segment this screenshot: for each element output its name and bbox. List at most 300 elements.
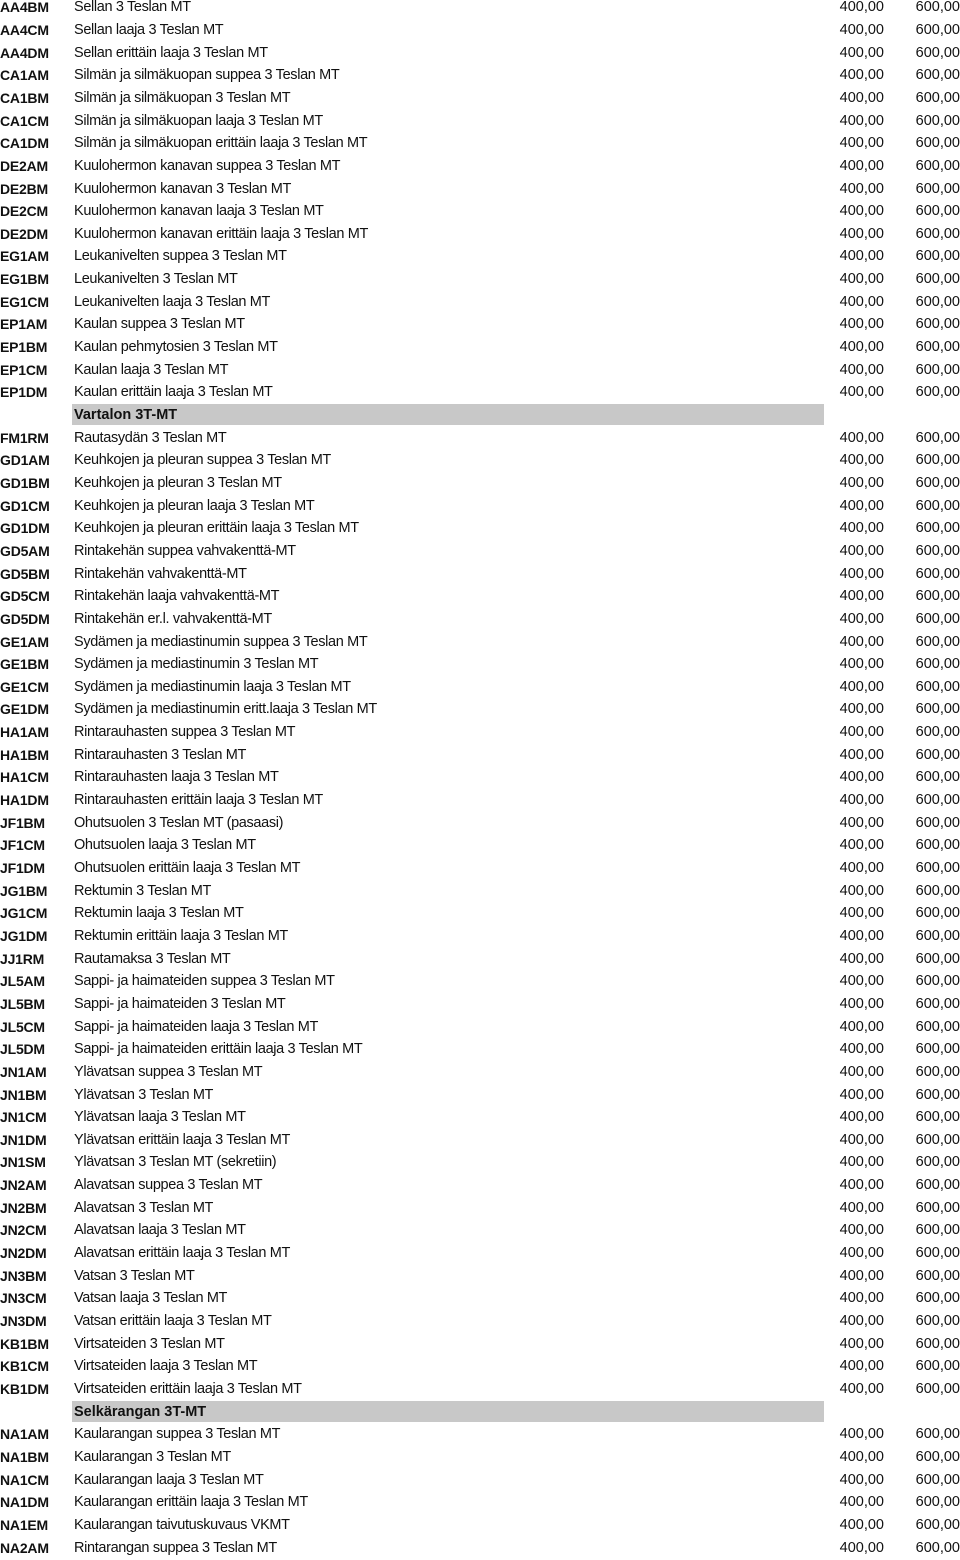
price-1: 400,00 <box>839 927 884 944</box>
price-row <box>0 563 960 586</box>
price-1: 400,00 <box>839 1245 884 1262</box>
price-row <box>0 178 960 201</box>
procedure-description: Keuhkojen ja pleuran 3 Teslan MT <box>74 474 282 491</box>
price-row <box>0 132 960 155</box>
procedure-description: Vatsan 3 Teslan MT <box>74 1267 195 1284</box>
price-row <box>0 336 960 359</box>
procedure-code: GE1BM <box>0 656 49 673</box>
price-1: 400,00 <box>839 724 884 741</box>
price-row <box>0 585 960 608</box>
price-row <box>0 1491 960 1514</box>
price-2: 600,00 <box>915 1516 960 1533</box>
price-1: 400,00 <box>839 157 884 174</box>
price-2: 600,00 <box>915 361 960 378</box>
procedure-description: Sappi- ja haimateiden 3 Teslan MT <box>74 995 286 1012</box>
procedure-description: Kuulohermon kanavan suppea 3 Teslan MT <box>74 157 341 174</box>
price-row <box>0 1038 960 1061</box>
price-row <box>0 268 960 291</box>
section-header-row <box>0 1401 960 1424</box>
procedure-code: GD5AM <box>0 542 50 559</box>
price-2: 600,00 <box>915 1539 960 1556</box>
procedure-description: Ylävatsan laaja 3 Teslan MT <box>74 1109 246 1126</box>
price-1: 400,00 <box>839 1041 884 1058</box>
price-2: 600,00 <box>915 157 960 174</box>
procedure-description: Kaulan erittäin laaja 3 Teslan MT <box>74 384 273 401</box>
procedure-description: Alavatsan 3 Teslan MT <box>74 1199 214 1216</box>
price-row <box>0 653 960 676</box>
procedure-code: JL5BM <box>0 995 45 1012</box>
procedure-code: DE2CM <box>0 203 49 220</box>
procedure-code: JG1DM <box>0 927 48 944</box>
procedure-code: EG1CM <box>0 293 49 310</box>
procedure-code: JN3CM <box>0 1290 47 1307</box>
procedure-code: GD5BM <box>0 565 50 582</box>
procedure-code: JN2AM <box>0 1177 47 1194</box>
price-row <box>0 1423 960 1446</box>
price-row <box>0 1242 960 1265</box>
procedure-code: EP1DM <box>0 384 48 401</box>
procedure-code: JN3DM <box>0 1313 47 1329</box>
price-row <box>0 1310 960 1333</box>
procedure-description: Ylävatsan suppea 3 Teslan MT <box>74 1063 263 1080</box>
price-2: 600,00 <box>915 633 960 650</box>
price-row <box>0 1061 960 1084</box>
price-2: 600,00 <box>915 293 960 310</box>
price-row <box>0 698 960 721</box>
procedure-code: JN1SM <box>0 1154 46 1171</box>
price-2: 600,00 <box>915 225 960 242</box>
procedure-code: CA1CM <box>0 112 49 129</box>
procedure-description: Leukanivelten 3 Teslan MT <box>74 271 238 288</box>
price-1: 400,00 <box>839 1109 884 1126</box>
procedure-code: JN1AM <box>0 1063 47 1080</box>
procedure-code: JJ1RM <box>0 950 45 967</box>
procedure-description: Sydämen ja mediastinumin suppea 3 Teslan MT <box>74 633 368 650</box>
price-1: 400,00 <box>839 21 884 38</box>
price-1: 400,00 <box>839 135 884 152</box>
procedure-description: Rintakehän suppea vahvakenttä-MT <box>74 542 296 559</box>
price-1: 400,00 <box>839 203 884 220</box>
price-row <box>0 1378 960 1401</box>
price-2: 600,00 <box>915 882 960 899</box>
price-1: 400,00 <box>839 271 884 288</box>
price-2: 600,00 <box>915 21 960 38</box>
price-1: 400,00 <box>839 1063 884 1080</box>
price-2: 600,00 <box>915 497 960 514</box>
price-2: 600,00 <box>915 384 960 401</box>
procedure-description: Ylävatsan 3 Teslan MT <box>74 1086 214 1103</box>
price-1: 400,00 <box>839 497 884 514</box>
price-row <box>0 359 960 382</box>
price-1: 400,00 <box>839 746 884 763</box>
price-2: 600,00 <box>915 1063 960 1080</box>
price-row <box>0 766 960 789</box>
price-2: 600,00 <box>915 135 960 152</box>
procedure-code: HA1DM <box>0 792 49 809</box>
procedure-description: Rintakehän laaja vahvakenttä-MT <box>74 588 280 605</box>
price-2: 600,00 <box>915 474 960 491</box>
price-1: 400,00 <box>839 678 884 695</box>
price-row <box>0 1219 960 1242</box>
price-row <box>0 223 960 246</box>
price-2: 600,00 <box>915 1109 960 1126</box>
section-header-label: Vartalon 3T-MT <box>74 407 178 423</box>
price-2: 600,00 <box>915 1086 960 1103</box>
procedure-description: Kaularangan suppea 3 Teslan MT <box>74 1426 281 1443</box>
procedure-code: CA1BM <box>0 89 49 106</box>
price-1: 400,00 <box>839 89 884 106</box>
price-2: 600,00 <box>915 610 960 627</box>
price-2: 600,00 <box>915 89 960 106</box>
price-2: 600,00 <box>915 701 960 718</box>
price-1: 400,00 <box>839 180 884 197</box>
price-row <box>0 970 960 993</box>
price-2: 600,00 <box>915 520 960 537</box>
price-1: 400,00 <box>839 1199 884 1216</box>
price-row <box>0 42 960 65</box>
procedure-description: Sellan 3 Teslan MT <box>74 0 191 16</box>
procedure-description: Ylävatsan erittäin laaja 3 Teslan MT <box>74 1131 291 1148</box>
procedure-code: AA4BM <box>0 0 49 16</box>
price-1: 400,00 <box>839 1131 884 1148</box>
price-1: 400,00 <box>839 429 884 446</box>
price-2: 600,00 <box>915 1494 960 1511</box>
price-2: 600,00 <box>915 1380 960 1397</box>
price-1: 400,00 <box>839 633 884 650</box>
price-row <box>0 676 960 699</box>
procedure-code: GD1BM <box>0 474 50 491</box>
price-row <box>0 517 960 540</box>
price-1: 400,00 <box>839 792 884 809</box>
procedure-description: Rintarauhasten 3 Teslan MT <box>74 746 246 763</box>
procedure-description: Leukanivelten laaja 3 Teslan MT <box>74 293 271 310</box>
price-2: 600,00 <box>915 746 960 763</box>
procedure-code: GD1AM <box>0 452 50 469</box>
price-2: 600,00 <box>915 429 960 446</box>
procedure-code: DE2DM <box>0 225 49 242</box>
procedure-code: KB1BM <box>0 1335 49 1352</box>
procedure-code: EP1CM <box>0 361 48 378</box>
procedure-description: Sydämen ja mediastinumin eritt.laaja 3 Teslan MT <box>74 701 377 718</box>
price-2: 600,00 <box>915 542 960 559</box>
price-row <box>0 1197 960 1220</box>
price-1: 400,00 <box>839 565 884 582</box>
price-row <box>0 381 960 404</box>
price-1: 400,00 <box>839 474 884 491</box>
price-row <box>0 472 960 495</box>
procedure-description: Silmän ja silmäkuopan erittäin laaja 3 Teslan MT <box>74 135 368 152</box>
procedure-code: DE2AM <box>0 157 49 174</box>
price-1: 400,00 <box>839 814 884 831</box>
price-row <box>0 948 960 971</box>
price-2: 600,00 <box>915 1018 960 1035</box>
price-2: 600,00 <box>915 1335 960 1352</box>
procedure-description: Ylävatsan 3 Teslan MT (sekretiin) <box>74 1154 277 1171</box>
price-row <box>0 540 960 563</box>
price-2: 600,00 <box>915 814 960 831</box>
procedure-code: GE1AM <box>0 633 49 650</box>
procedure-description: Sellan laaja 3 Teslan MT <box>74 21 224 38</box>
section-header-bar <box>72 404 824 425</box>
price-1: 400,00 <box>839 1448 884 1465</box>
price-2: 600,00 <box>915 180 960 197</box>
procedure-description: Kaularangan taivutuskuvaus VKMT <box>74 1516 290 1533</box>
price-row <box>0 1016 960 1039</box>
price-2: 600,00 <box>915 271 960 288</box>
price-row <box>0 110 960 133</box>
procedure-description: Sellan erittäin laaja 3 Teslan MT <box>74 44 268 61</box>
procedure-code: JL5AM <box>0 973 45 990</box>
procedure-code: CA1AM <box>0 67 49 84</box>
procedure-code: GE1DM <box>0 701 49 718</box>
price-2: 600,00 <box>915 1448 960 1465</box>
price-1: 400,00 <box>839 973 884 990</box>
procedure-description: Kaulan suppea 3 Teslan MT <box>74 316 245 333</box>
price-1: 400,00 <box>839 248 884 265</box>
price-row <box>0 1333 960 1356</box>
price-2: 600,00 <box>915 452 960 469</box>
price-2: 600,00 <box>915 1199 960 1216</box>
procedure-description: Rintarangan suppea 3 Teslan MT <box>74 1539 277 1556</box>
procedure-description: Ohutsuolen laaja 3 Teslan MT <box>74 837 256 854</box>
price-row <box>0 1355 960 1378</box>
price-1: 400,00 <box>839 384 884 401</box>
procedure-description: Sappi- ja haimateiden erittäin laaja 3 Teslan MT <box>74 1041 363 1058</box>
procedure-code: NA1AM <box>0 1426 49 1443</box>
procedure-code: JL5DM <box>0 1041 45 1058</box>
price-row <box>0 993 960 1016</box>
price-2: 600,00 <box>915 905 960 922</box>
price-row <box>0 1106 960 1129</box>
price-2: 600,00 <box>915 1222 960 1239</box>
price-2: 600,00 <box>915 44 960 61</box>
price-row <box>0 1537 960 1560</box>
price-1: 400,00 <box>839 112 884 129</box>
price-row <box>0 608 960 631</box>
procedure-code: GE1CM <box>0 678 49 695</box>
procedure-description: Rintarauhasten laaja 3 Teslan MT <box>74 769 279 786</box>
procedure-code: NA1DM <box>0 1494 49 1511</box>
price-1: 400,00 <box>839 316 884 333</box>
procedure-description: Ohutsuolen 3 Teslan MT (pasaasi) <box>74 814 284 831</box>
price-1: 400,00 <box>839 950 884 967</box>
price-2: 600,00 <box>915 112 960 129</box>
procedure-description: Kaularangan laaja 3 Teslan MT <box>74 1471 264 1488</box>
price-1: 400,00 <box>839 542 884 559</box>
price-2: 600,00 <box>915 588 960 605</box>
price-2: 600,00 <box>915 1267 960 1284</box>
price-2: 600,00 <box>915 0 960 16</box>
price-1: 400,00 <box>839 1516 884 1533</box>
price-1: 400,00 <box>839 1222 884 1239</box>
price-1: 400,00 <box>839 1086 884 1103</box>
price-row <box>0 789 960 812</box>
procedure-code: NA2AM <box>0 1539 49 1556</box>
procedure-code: JF1DM <box>0 860 45 876</box>
price-2: 600,00 <box>915 678 960 695</box>
price-row <box>0 1469 960 1492</box>
price-row <box>0 0 960 19</box>
procedure-code: EG1AM <box>0 248 49 265</box>
price-row <box>0 495 960 518</box>
price-2: 600,00 <box>915 248 960 265</box>
procedure-description: Rektumin 3 Teslan MT <box>74 882 211 899</box>
procedure-code: JN3BM <box>0 1267 47 1284</box>
price-2: 600,00 <box>915 950 960 967</box>
procedure-description: Keuhkojen ja pleuran suppea 3 Teslan MT <box>74 452 331 469</box>
procedure-description: Silmän ja silmäkuopan laaja 3 Teslan MT <box>74 112 323 129</box>
price-row <box>0 87 960 110</box>
price-1: 400,00 <box>839 1154 884 1171</box>
price-2: 600,00 <box>915 973 960 990</box>
price-2: 600,00 <box>915 995 960 1012</box>
procedure-code: EP1AM <box>0 316 48 333</box>
procedure-description: Virtsateiden erittäin laaja 3 Teslan MT <box>74 1380 302 1397</box>
procedure-description: Kaularangan erittäin laaja 3 Teslan MT <box>74 1494 308 1511</box>
procedure-description: Kaulan laaja 3 Teslan MT <box>74 361 229 378</box>
price-1: 400,00 <box>839 520 884 537</box>
procedure-description: Leukanivelten suppea 3 Teslan MT <box>74 248 287 265</box>
procedure-code: JN1CM <box>0 1109 47 1126</box>
price-row <box>0 1265 960 1288</box>
procedure-description: Kaularangan 3 Teslan MT <box>74 1448 231 1465</box>
procedure-description: Sappi- ja haimateiden suppea 3 Teslan MT <box>74 973 335 990</box>
price-1: 400,00 <box>839 293 884 310</box>
price-2: 600,00 <box>915 860 960 876</box>
procedure-description: Sydämen ja mediastinumin laaja 3 Teslan MT <box>74 678 351 695</box>
procedure-code: JF1CM <box>0 837 45 854</box>
price-row <box>0 902 960 925</box>
procedure-code: JN2DM <box>0 1245 47 1262</box>
price-1: 400,00 <box>839 1313 884 1329</box>
procedure-code: NA1EM <box>0 1516 49 1533</box>
price-row <box>0 1129 960 1152</box>
price-2: 600,00 <box>915 1041 960 1058</box>
procedure-code: JF1BM <box>0 814 45 831</box>
price-1: 400,00 <box>839 588 884 605</box>
procedure-code: JL5CM <box>0 1018 45 1035</box>
price-1: 400,00 <box>839 1177 884 1194</box>
price-row <box>0 857 960 880</box>
price-1: 400,00 <box>839 905 884 922</box>
price-row <box>0 880 960 903</box>
procedure-description: Kaulan pehmytosien 3 Teslan MT <box>74 339 278 356</box>
price-2: 600,00 <box>915 316 960 333</box>
price-1: 400,00 <box>839 1290 884 1307</box>
price-2: 600,00 <box>915 1313 960 1329</box>
price-row <box>0 313 960 336</box>
price-1: 400,00 <box>839 995 884 1012</box>
price-2: 600,00 <box>915 724 960 741</box>
procedure-description: Rintakehän vahvakenttä-MT <box>74 565 247 582</box>
procedure-code: GD1DM <box>0 520 50 537</box>
price-row <box>0 1287 960 1310</box>
price-2: 600,00 <box>915 769 960 786</box>
price-1: 400,00 <box>839 701 884 718</box>
price-1: 400,00 <box>839 837 884 854</box>
procedure-code: JN1DM <box>0 1131 47 1148</box>
procedure-description: Keuhkojen ja pleuran laaja 3 Teslan MT <box>74 497 315 514</box>
procedure-description: Vatsan erittäin laaja 3 Teslan MT <box>74 1313 272 1329</box>
price-row <box>0 925 960 948</box>
price-row <box>0 427 960 450</box>
price-1: 400,00 <box>839 656 884 673</box>
price-row <box>0 631 960 654</box>
price-row <box>0 721 960 744</box>
price-1: 400,00 <box>839 1539 884 1556</box>
procedure-description: Vatsan laaja 3 Teslan MT <box>74 1290 228 1307</box>
price-1: 400,00 <box>839 339 884 356</box>
price-row <box>0 1174 960 1197</box>
price-1: 400,00 <box>839 44 884 61</box>
procedure-description: Silmän ja silmäkuopan 3 Teslan MT <box>74 89 291 106</box>
price-row <box>0 245 960 268</box>
price-2: 600,00 <box>915 339 960 356</box>
procedure-description: Rektumin erittäin laaja 3 Teslan MT <box>74 927 288 944</box>
procedure-code: KB1DM <box>0 1380 49 1397</box>
price-2: 600,00 <box>915 1131 960 1148</box>
price-1: 400,00 <box>839 1426 884 1443</box>
procedure-code: JN2BM <box>0 1199 47 1216</box>
price-2: 600,00 <box>915 1290 960 1307</box>
price-row <box>0 449 960 472</box>
procedure-code: DE2BM <box>0 180 49 197</box>
price-2: 600,00 <box>915 565 960 582</box>
price-row <box>0 155 960 178</box>
price-2: 600,00 <box>915 1426 960 1443</box>
price-1: 400,00 <box>839 1380 884 1397</box>
procedure-code: HA1CM <box>0 769 49 786</box>
price-row <box>0 1514 960 1537</box>
procedure-code: JG1CM <box>0 905 48 922</box>
procedure-description: Rautamaksa 3 Teslan MT <box>74 950 231 967</box>
price-1: 400,00 <box>839 67 884 84</box>
price-2: 600,00 <box>915 837 960 854</box>
price-row <box>0 834 960 857</box>
procedure-code: JN1BM <box>0 1086 47 1103</box>
procedure-code: GD5DM <box>0 610 50 627</box>
procedure-code: CA1DM <box>0 135 49 152</box>
procedure-description: Rintarauhasten suppea 3 Teslan MT <box>74 724 296 741</box>
procedure-code: KB1CM <box>0 1358 49 1375</box>
procedure-code: GD1CM <box>0 497 50 514</box>
procedure-description: Kuulohermon kanavan laaja 3 Teslan MT <box>74 203 324 220</box>
price-1: 400,00 <box>839 860 884 876</box>
price-1: 400,00 <box>839 769 884 786</box>
procedure-code: HA1BM <box>0 746 49 763</box>
price-row <box>0 744 960 767</box>
procedure-code: FM1RM <box>0 429 49 446</box>
procedure-description: Alavatsan laaja 3 Teslan MT <box>74 1222 246 1239</box>
price-2: 600,00 <box>915 1358 960 1375</box>
procedure-description: Kuulohermon kanavan 3 Teslan MT <box>74 180 291 197</box>
price-1: 400,00 <box>839 1018 884 1035</box>
procedure-description: Kuulohermon kanavan erittäin laaja 3 Teslan MT <box>74 225 368 242</box>
price-row <box>0 1151 960 1174</box>
procedure-description: Silmän ja silmäkuopan suppea 3 Teslan MT <box>74 67 340 84</box>
price-1: 400,00 <box>839 1358 884 1375</box>
procedure-description: Alavatsan erittäin laaja 3 Teslan MT <box>74 1245 291 1262</box>
procedure-code: JG1BM <box>0 882 48 899</box>
price-row <box>0 812 960 835</box>
procedure-description: Virtsateiden laaja 3 Teslan MT <box>74 1358 258 1375</box>
price-2: 600,00 <box>915 1471 960 1488</box>
price-1: 400,00 <box>839 1494 884 1511</box>
procedure-code: NA1BM <box>0 1448 49 1465</box>
procedure-description: Virtsateiden 3 Teslan MT <box>74 1335 225 1352</box>
price-1: 400,00 <box>839 1335 884 1352</box>
procedure-code: NA1CM <box>0 1471 49 1488</box>
